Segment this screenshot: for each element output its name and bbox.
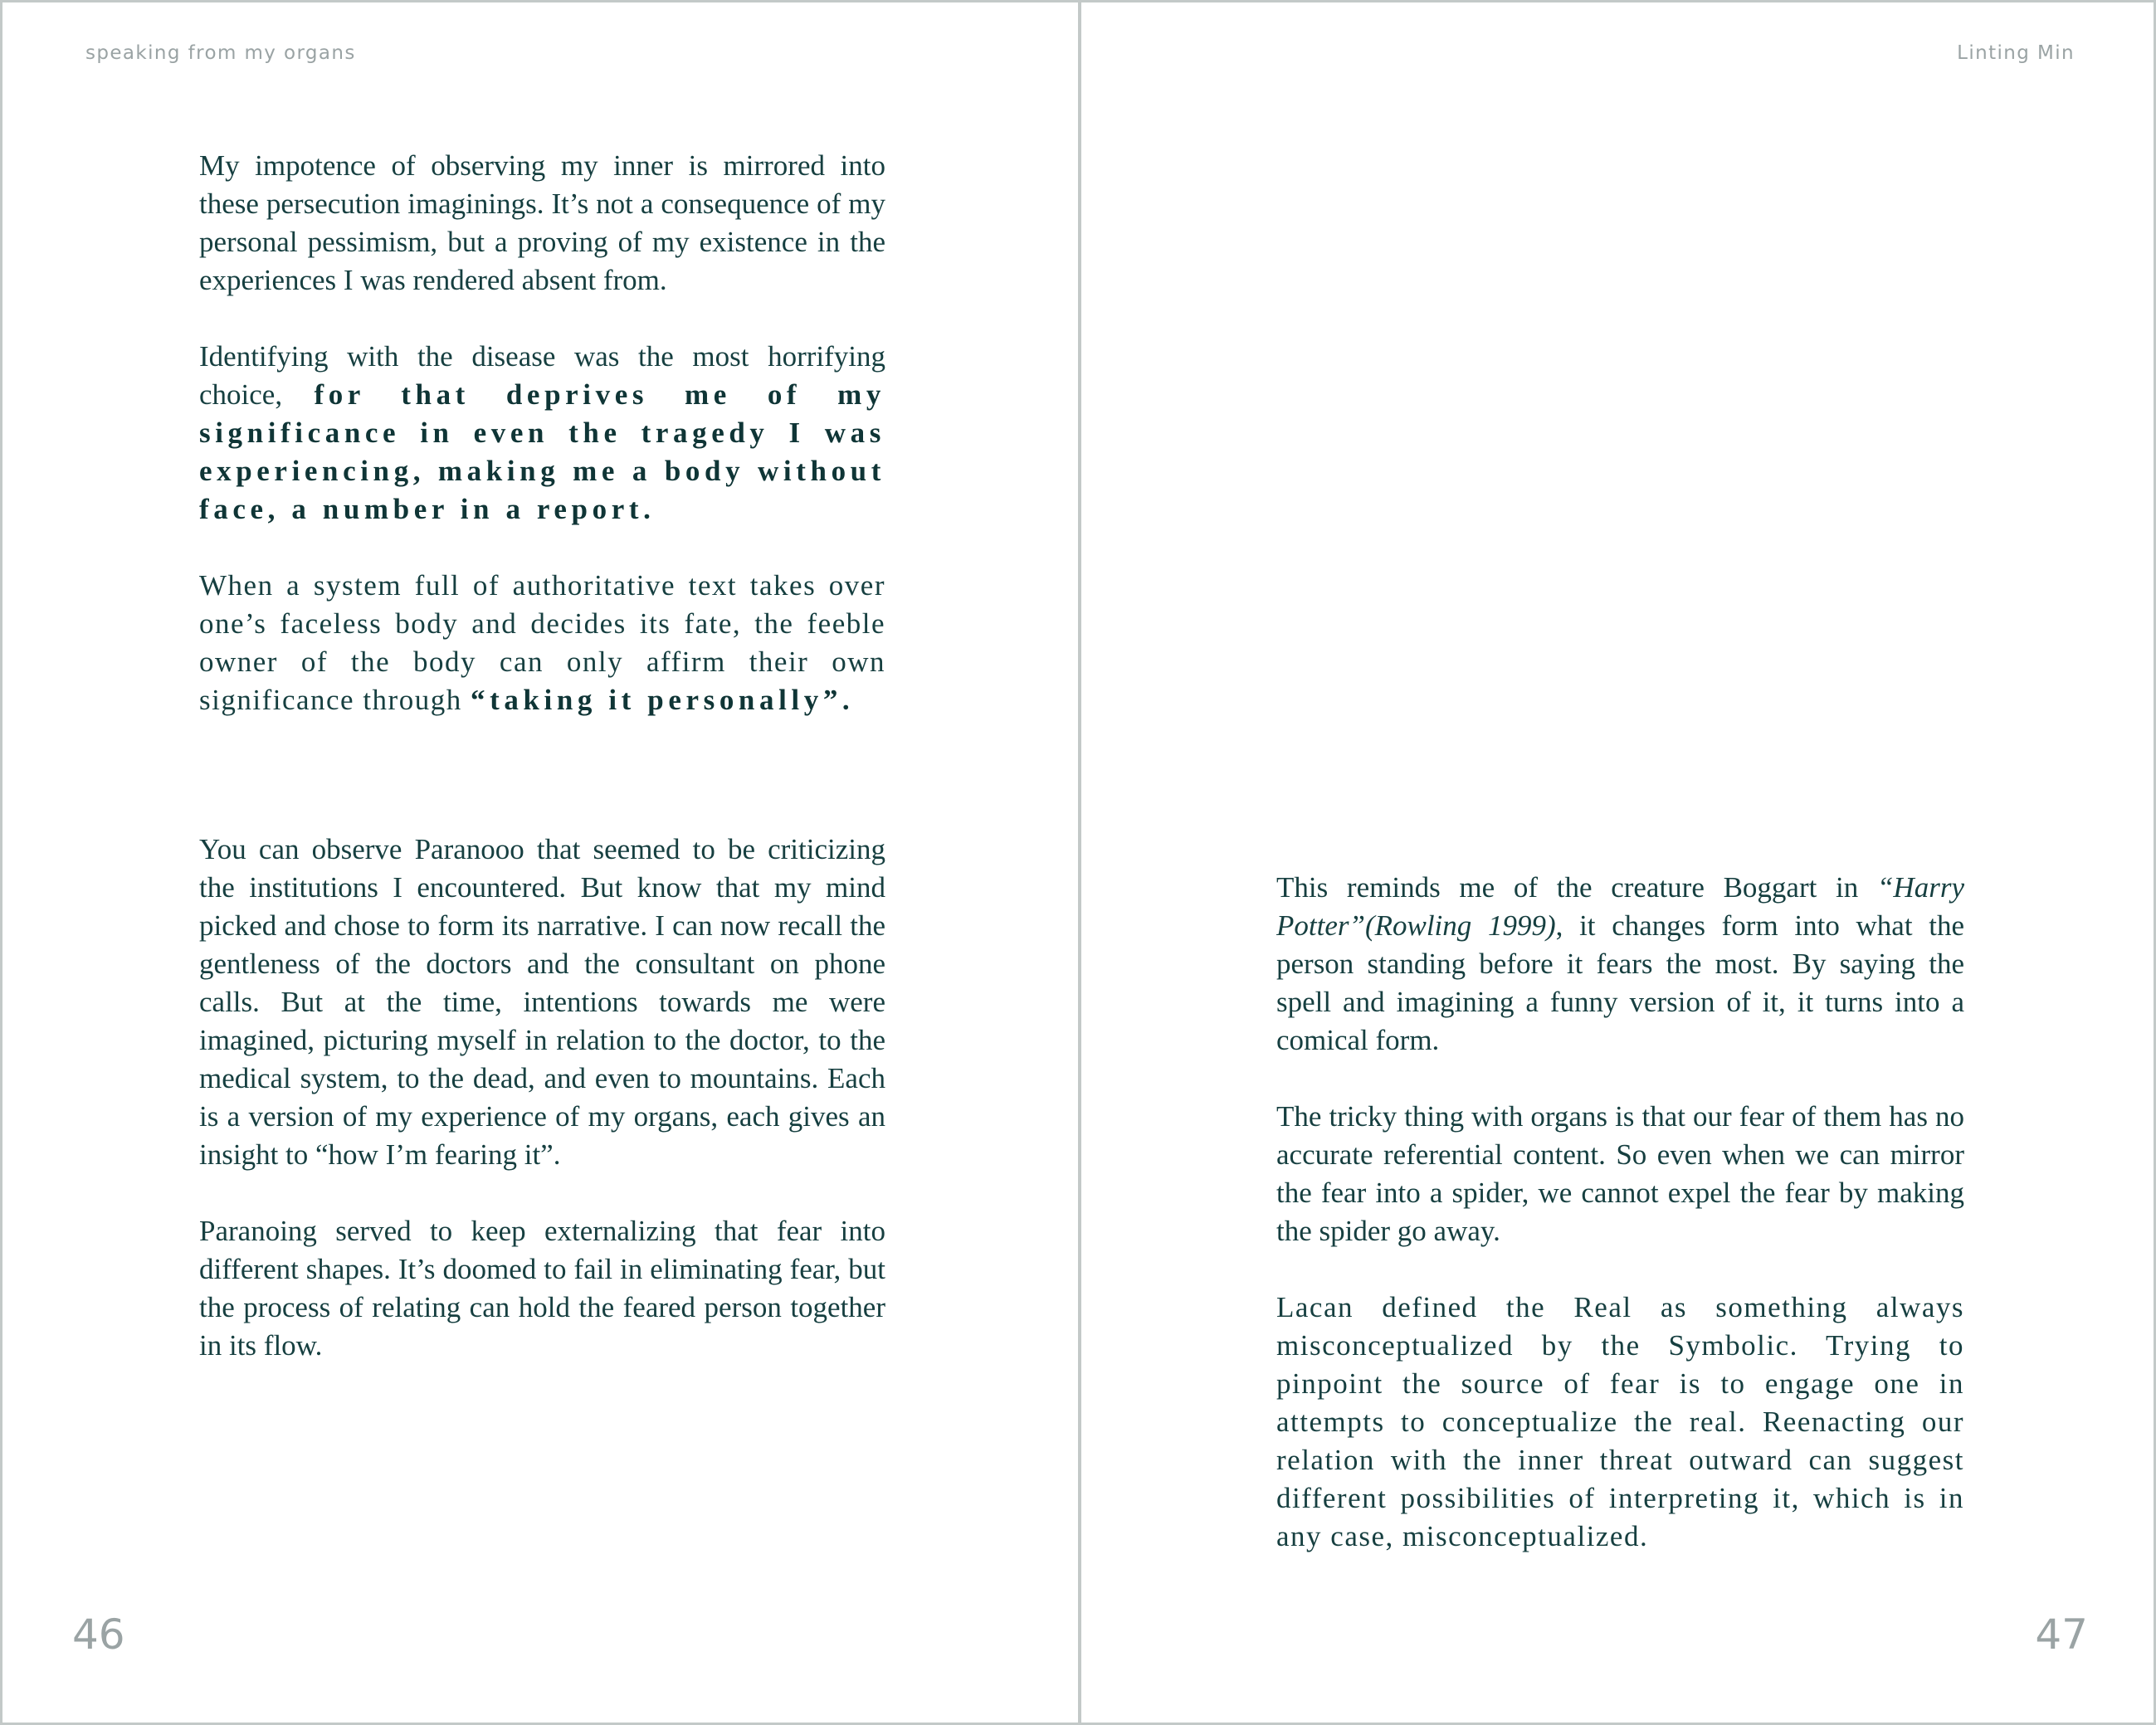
left-page [2,2,1078,1723]
paragraph: Lacan defined the Real as something always misconceptualized by the Symbolic. Trying to pinpoint the source of fear is to engage one in attempts to conceptualize the real. Reenacting our relation with the inner threat outward can suggest different possibilities of interpreting it, which is in any case, misconceptualized. [1276,1291,1964,1552]
page-number: 47 [2035,1610,2088,1659]
paragraph: My impotence of observing my inner is mirrored into these persecution imaginings. It’s not a consequence of my personal pessimism, but a proving of my existence in the experiences I was rendered absent from. [199,149,885,296]
paragraph [1276,869,1964,1060]
paragraph: You can observe Paranooo that seemed to be criticizing the institutions I encountered. But know that my mind picked and chose to form its narrative. I can now recall the gentleness of the doctors and the consultant on phone calls. But at the time, intentions towards me were imagined, picturing myself in relation to the doctor, to the medical system, to the dead, and even to mountains. Each is a version of my experience of my organs, each gives an insight to “how I’m fearing it”. [199,833,885,1171]
text-block [1276,869,1964,1556]
text-block-top [199,147,885,719]
paragraph [199,338,885,529]
paragraph [199,567,885,719]
emphasized-text: for that deprives me of my significance in even the tragedy I was experiencing, making me a body without face, a number in a report. [199,378,885,525]
paragraph-text: Identifying with the disease was the most horrifying choice, [199,340,885,411]
running-head-author: Linting Min [1957,42,2075,64]
paragraph-text: This reminds me of the creature Boggart in [1276,871,1877,904]
citation-text: “Harry Potter”(Rowling 1999) [1276,871,1964,942]
paragraph-text: , it changes form into what the person standing before it fears the most. By saying the spell and imagining a funny version of it, it turns into a comical form. [1276,909,1965,1056]
emphasized-text: “taking it personally”. [470,684,855,716]
paragraph: Paranoing served to keep externalizing that fear into different shapes. It’s doomed to fail in eliminating fear, but the process of relating can hold the feared person together in its flow. [199,1215,885,1362]
page-number: 46 [72,1610,125,1659]
paragraph: The tricky thing with organs is that our fear of them has no accurate referential content. So even when we can mirror the fear into a spider, we cannot expel the fear by making the spider go away. [1276,1100,1964,1247]
right-page [1081,2,2156,1723]
text-block-bottom [199,831,885,1365]
paragraph-text: When a system full of authoritative text takes over one’s faceless body and decides its fate, the feeble owner of the body can only affirm their own significance through [199,569,885,716]
running-head-title: speaking from my organs [85,42,356,64]
